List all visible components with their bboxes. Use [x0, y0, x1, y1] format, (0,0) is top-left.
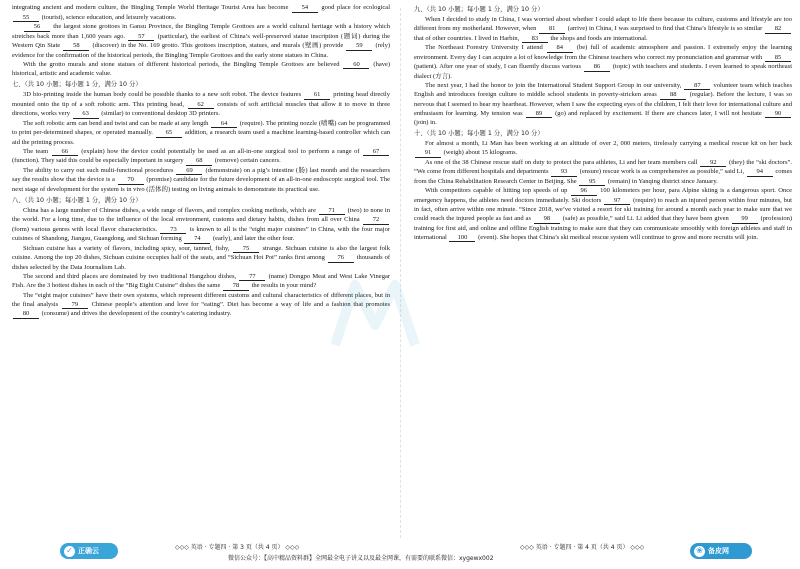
- blank-74[interactable]: 74: [184, 235, 210, 244]
- blank-67[interactable]: 67: [363, 148, 389, 157]
- blank-60[interactable]: 60: [343, 61, 369, 70]
- section-7-heading: 七、（共 10 小题；每小题 1 分，满分 10 分）: [12, 81, 142, 89]
- blank-81[interactable]: 81: [539, 25, 565, 34]
- blank-95[interactable]: 95: [579, 178, 605, 187]
- passage-paragraph: With the grotto murals and stone statues of different historical periods, the Bingling Temple Grottoes are believed 60 (have) historical, artistic and academic value.: [12, 60, 390, 78]
- blank-78[interactable]: 78: [223, 282, 249, 291]
- passage-paragraph: The ability to carry out such multi-functional procedures 69 (demonstrate) on a pig’s intestine (肠) last month and the researchers say the results show that the device is a 70 (promise) candidate for the future development of an all-in-one endoscopic surgical tool. The next stage of development for the system is in vivo (活体的) testing on living animals to demonstrate its practical use.: [12, 166, 390, 193]
- blank-57[interactable]: 57: [128, 33, 154, 42]
- passage-paragraph: The second and third places are dominated by two traditional Hangzhou dishes, 77 (name) Dongpo Meat and West Lake Vinegar Fish. Are the 3 hottest dishes in each of the “Big Eight Cuisine” dishes the same 78 the results in your mind?: [12, 272, 390, 290]
- section-8-heading: 八、（共 10 小题；每小题 1 分，满分 10 分）: [12, 196, 142, 204]
- watermark-logo-icon: [325, 275, 445, 355]
- blank-70[interactable]: 70: [118, 176, 144, 185]
- blank-99[interactable]: 99: [732, 215, 758, 224]
- leaf-icon: ❀: [694, 546, 705, 557]
- blank-65[interactable]: 65: [156, 129, 182, 138]
- passage-paragraph: The team 66 (explain) how the device could potentially be used as an all-in-one surgical tool to perform a range of 67 (function). They said this could be especially important in surgery 68 (remove) certain cancers.: [12, 147, 390, 166]
- section-10-heading: 十、（共 10 小题；每小题 1 分，满分 10 分）: [414, 130, 544, 138]
- blank-63[interactable]: 63: [73, 110, 99, 119]
- blank-71[interactable]: 71: [319, 207, 345, 216]
- blank-90[interactable]: 90: [765, 110, 791, 119]
- blank-66[interactable]: 66: [52, 148, 78, 157]
- blank-97[interactable]: 97: [604, 197, 630, 206]
- blank-100[interactable]: 100: [449, 234, 475, 243]
- blank-98[interactable]: 98: [534, 215, 560, 224]
- passage-paragraph: As one of the 38 Chinese rescue staff on duty to protect the para athletes, Li and her team members call 92 (they) the “ski doctors”. “We come from different hospitals and departments 93 (ensure) rescue work is as comprehensive as possible,” said Li, 94 comes from the China Rehabilitation Research Center in Beijing. She 95 (remain) in Yanqing district since January.: [414, 158, 792, 185]
- footer-logo-left: ✓ 正确云: [60, 542, 118, 560]
- left-column: [12, 3, 390, 543]
- blank-93[interactable]: 93: [551, 168, 577, 177]
- blank-82[interactable]: 82: [765, 25, 791, 34]
- blank-79[interactable]: 79: [62, 301, 88, 310]
- footer-page-3: ◇◇◇ 英语 · 专题四 · 第 3 页（共 4 页） ◇◇◇: [175, 544, 300, 551]
- blank-59[interactable]: 59: [346, 42, 372, 51]
- blank-85[interactable]: 85: [765, 54, 791, 63]
- passage-paragraph: The next year, I had the honor to join the International Student Support Group in our university, 87 volunteer team which teaches English and introduces foreign culture to middle school students in poverty-stricken areas 88 (regular). Before the lecture, I was so nervous that I seemed to hear my heartbeat. However, when I saw the expecting eyes of the children, I felt their love for international culture and enthusiasm for learning. My tension was 89 (go) and replaced by excitement. If there are chances later, I will not hesitate 90 (join) in.: [414, 81, 792, 127]
- blank-62[interactable]: 62: [188, 101, 214, 110]
- blank-69[interactable]: 69: [176, 167, 202, 176]
- blank-94[interactable]: 94: [747, 168, 773, 177]
- passage-paragraph: 56 the largest stone grottoes in Gansu Province, the Bingling Temple Grottoes are a world cultural heritage with a history which stretches back more than 1,600 years ago. 57 (particular), the earliest of China’s well-preserved statue inscription (题词) during the Western Qin State 58 (discover) in the No. 169 grotto. This grottoes inscription, statues, and murals (壁画) provide 59 (rely) evidence for the confirmation of the historical periods, the Bingling Temple Grottoes and the early stone statues in China.: [12, 23, 390, 59]
- blank-54[interactable]: 54: [292, 4, 318, 13]
- footer-page-4: ◇◇◇ 英语 · 专题四 · 第 4 页（共 4 页） ◇◇◇: [520, 544, 645, 551]
- passage-paragraph: The “eight major cuisines” have their own systems, which represent different customs and cultural characteristics of different places, but in the final analysis 79 Chinese people’s attention and love for “eating”. Diet has become a way of life and a fashion that promotes 80 (consume) and drives the development of the country’s catering industry.: [12, 291, 390, 318]
- blank-89[interactable]: 89: [526, 110, 552, 119]
- column-divider: [400, 8, 401, 538]
- passage-paragraph: With competitors capable of hitting top speeds of up 96 100 kilometers per hour, para Alpine skiing is a dangerous sport. Once emergency happens, the athletes need doctors immediately. Ski doctors 97 (require) to reach an injured person within four minutes, but in fact, often arrive within one minute. “Since 2018, we’ve visited a resort for ski training for around a month each year to make sure that we could reach the injured people as fast and as 98 (safe) as possible,” said Li. Li added that they have been given 99 (profession) training for first aid, and online and offline English training to make sure that they can communicate smoothly with foreign athletes and staff in international 100 (event). She hopes that China’s ski medical rescue system will continue to grow and more recruits will join.: [414, 187, 792, 241]
- passage-paragraph: Sichuan cuisine has a variety of flavors, including spicy, sour, tanned, fishy, 75 strange. Sichuan cuisine is also the largest folk cuisine. Among the top 20 dishes, Sichuan cuisine occupies half of the seats, and “Sichuan Hot Pot” ranks first among 76 thousands of dishes selected by the Data Journalism Lab.: [12, 244, 390, 271]
- footer-logo-right: ❀ 备皮网: [690, 542, 752, 560]
- passage-paragraph: For almost a month, Li Man has been working at an altitude of over 2, 000 meters, tirelessly carrying a medical rescue kit on her back 91 (weigh) about 15 kilograms.: [414, 139, 792, 158]
- right-column: [414, 3, 792, 543]
- blank-83[interactable]: 83: [522, 35, 548, 44]
- blank-88[interactable]: 88: [660, 91, 686, 100]
- blank-73[interactable]: 73: [160, 226, 186, 235]
- blank-75[interactable]: 75: [233, 245, 259, 254]
- blank-84[interactable]: 84: [547, 44, 573, 53]
- footer-wechat-line: 微信公众号：【高中精品资料群】全网最全电子讲义以及最全网课，有需要的联系微信：xygewx002: [228, 555, 494, 562]
- passage-paragraph: When I decided to study in China, I was worried about whether I could adapt to life there because its culture, customs and lifestyle are too different from my motherland. However, when 81 (arrive) in China, I was surprised to find that China’s lifestyle is so similar 82 that of other countries. I lived in Harbin, 83 the shops and foods are international.: [414, 16, 792, 42]
- check-icon: ✓: [64, 546, 75, 557]
- blank-92[interactable]: 92: [700, 159, 726, 168]
- passage-paragraph: The Northeast Forestry University I attend 84 (be) full of academic atmosphere and passion. I extremely enjoy the learning environment. Every day I can acquire a lot of knowledge from the Chinese teachers who correct my pronunciation and grammar with 85 (patient). After one year of study, I can fluently discuss various 86 (topic) with teachers and students. I even learned to speak northeast dialect (方言).: [414, 44, 792, 80]
- passage-intro: integrating ancient and modern culture, the Bingling Temple World Heritage Tourist Area has become 54 good place for ecological 55 (tourist), science education, and leisurely vacations.: [12, 4, 390, 21]
- blank-55[interactable]: 55: [13, 14, 39, 23]
- blank-68[interactable]: 68: [186, 157, 212, 166]
- blank-61[interactable]: 61: [304, 91, 330, 100]
- blank-64[interactable]: 64: [211, 120, 237, 129]
- blank-58[interactable]: 58: [63, 42, 89, 51]
- blank-56[interactable]: 56: [24, 23, 50, 32]
- blank-80[interactable]: 80: [13, 310, 39, 319]
- blank-76[interactable]: 76: [328, 254, 354, 263]
- blank-72[interactable]: 72: [363, 216, 389, 225]
- blank-87[interactable]: 87: [684, 82, 710, 91]
- blank-96[interactable]: 96: [571, 187, 597, 196]
- blank-77[interactable]: 77: [239, 273, 265, 282]
- blank-91[interactable]: 91: [415, 149, 441, 158]
- blank-86[interactable]: 86: [584, 63, 610, 72]
- passage-paragraph: 3D bio-printing inside the human body could be possible thanks to a new soft robot. The device features 61 printing head directly mounted onto the tip of a soft robotic arm. This printing head, 62 consists of soft artificial muscles that allow it to move in three directions, works very 63 (similar) to conventional desktop 3D printers.: [12, 91, 390, 118]
- passage-paragraph: China has a large number of Chinese dishes, a wide range of flavors, and complex cooking methods, which are 71 (two) to none in the world. For a long time, due to the influence of the local environment, customs and dietary habits, dishes from all over China 72 (form) various genres with local flavor characteristics. 73 is known to all is the “eight major cuisines” in China, with the four major cuisines of Shandong, Jiangsu, Guangdong, and Sichuan forming 74 (early), and later the other four.: [12, 206, 390, 243]
- section-9-heading: 九、（共 10 小题；每小题 1 分，满分 10 分）: [414, 6, 544, 13]
- passage-paragraph: The soft robotic arm can bend and twist and can be made at any length 64 (require). The printing nozzle (喷嘴) can be programmed to print per-determined shapes, or operated manually. 65 addition, a research team used a machine learning-based controller which can aid the printing process.: [12, 119, 390, 146]
